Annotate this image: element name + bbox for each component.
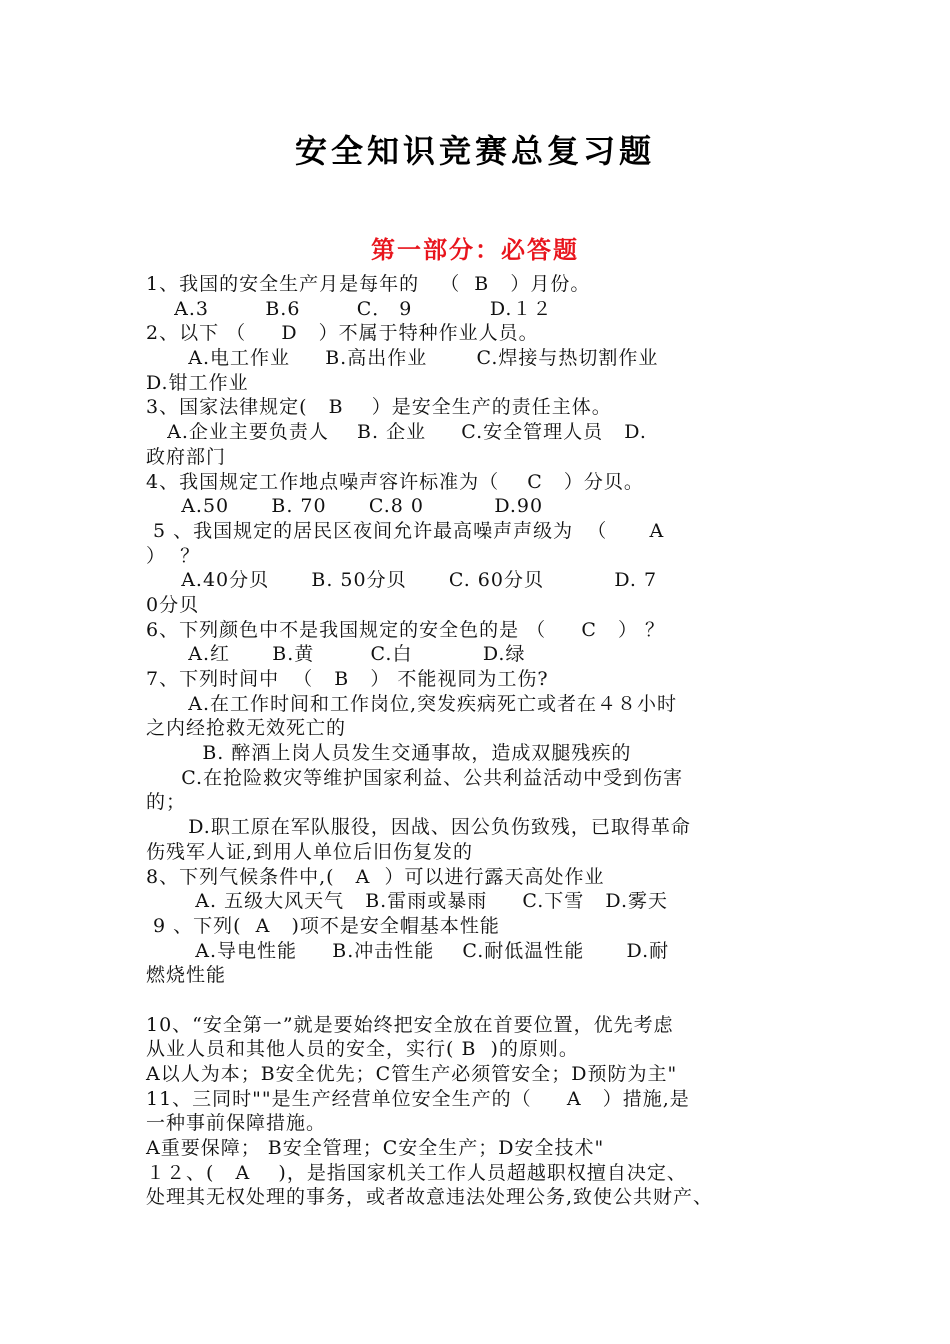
text-line: C.在抢险救灾等维护国家利益、公共利益活动中受到伤害	[146, 766, 684, 789]
text-line: D.职工原在军队服役，因战、因公负伤致残，已取得革命	[146, 816, 691, 839]
text-line: A. 五级大风天气 B.雷雨或暴雨 C.下雪 D.雾天	[146, 890, 669, 913]
text-line: 的；	[146, 791, 187, 814]
text-line: A以人为本；B安全优先；C管生产必须管安全；D预防为主"	[146, 1063, 678, 1085]
text-line: 8、下列气候条件中,( A ）可以进行露天高处作业	[146, 865, 605, 888]
text-line: A.红 B.黄 C.白 D.绿	[146, 643, 526, 666]
text-line: 4、我国规定工作地点噪声容许标准为（ C ）分贝。	[146, 470, 644, 493]
text-line: 政府部门	[146, 445, 227, 468]
text-line: 处理其无权处理的事务，或者故意违法处理公务,致使公共财产、	[146, 1186, 714, 1209]
text-line: 燃烧性能	[146, 964, 227, 987]
text-line: A.企业主要负责人 B. 企业 C.安全管理人员 D.	[146, 421, 647, 444]
text-line: 5 、我国规定的居民区夜间允许最高噪声声级为 （ A	[146, 519, 665, 542]
text-line: D.钳工作业	[146, 371, 249, 394]
text-line: 伤残军人证,到用人单位后旧伤复发的	[146, 840, 474, 863]
text-line: A.导电性能 B.冲击性能 C.耐低温性能 D.耐	[146, 939, 670, 962]
text-line: 3、国家法律规定( B ）是安全生产的责任主体。	[146, 396, 612, 419]
text-line: 一种事前保障措施。	[146, 1112, 327, 1135]
text-line: 之内经抢救无效死亡的	[146, 717, 347, 740]
question-list	[146, 272, 810, 1210]
text-line	[146, 988, 810, 1013]
text-line: １２、( A )，是指国家机关工作人员超越职权擅自决定、	[146, 1161, 687, 1184]
text-line: A.3 B.6 C． 9 D.１２	[146, 297, 553, 320]
text-line: 6、下列颜色中不是我国规定的安全色的是 （ C ） ？	[146, 618, 666, 641]
text-line: 7、下列时间中 （ B ） 不能视同为工伤?	[146, 668, 549, 690]
section-heading: 第一部分：必答题	[371, 236, 579, 264]
text-line: B. 醉酒上岗人员发生交通事故，造成双腿残疾的	[146, 742, 632, 765]
text-line: ） ？	[146, 544, 201, 567]
text-line: A.电工作业 B.高出作业 C.焊接与热切割作业	[146, 347, 659, 370]
text-line: A.40分贝 B. 50分贝 C. 60分贝 D. 7	[146, 569, 658, 592]
text-line: 9 、下列( A )项不是安全帽基本性能	[146, 914, 500, 937]
text-line: A重要保障； B安全管理；C安全生产；D安全技术"	[146, 1137, 605, 1160]
text-line: 10、“安全第一”就是要始终把安全放在首要位置，优先考虑	[146, 1013, 674, 1036]
text-line: 0分贝	[146, 593, 200, 616]
text-line: 11、三同时""是生产经营单位安全生产的（ A ）措施,是	[146, 1087, 690, 1110]
text-line: A.在工作时间和工作岗位,突发疾病死亡或者在４８小时	[146, 692, 678, 715]
text-line: A.50 B. 70 C.8 0 D.90	[146, 495, 544, 518]
text-line: 2、以下 （ D ）不属于特种作业人员。	[146, 322, 539, 345]
text-line: 1、我国的安全生产月是每年的 （ B ）月份。	[146, 273, 591, 295]
text-line: 从业人员和其他人员的安全，实行( B )的原则。	[146, 1038, 579, 1061]
document-title: 安全知识竞赛总复习题	[294, 132, 655, 170]
